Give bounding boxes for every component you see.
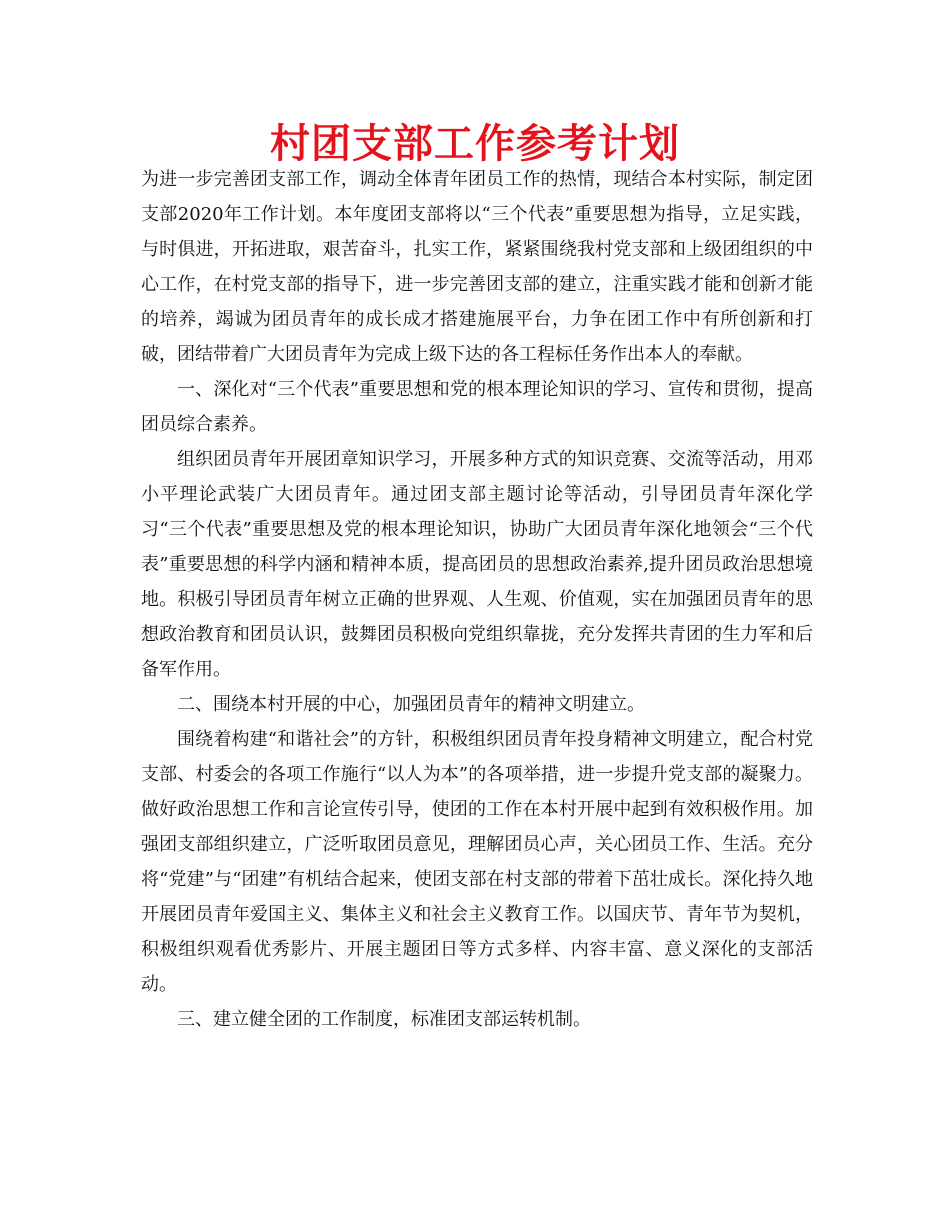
section-heading-2: 二、围绕本村开展的中心，加强团员青年的精神文明建立。	[177, 694, 645, 715]
section-body-2: 围绕着构建“和谐社会”的方针，积极组织团员青年投身精神文明建立，配合村党支部、村委会的各项工作施行“以人为本”的各项举措，进一步提升党支部的凝聚力。做好政治思想工作和言论宣传引导，使团的工作在本村开展中起到有效积极作用。加强团支部组织建立，广泛听取团员意见，理解团员心声，关心团员工作、生活。充分将“党建”与“团建”有机结合起来，使团支部在村支部的带着下茁壮成长。深化持久地开展团员青年爱国主义、集体主义和社会主义教育工作。以国庆节、青年节为契机，积极组织观看优秀影片、开展主题团日等方式多样、内容丰富、意义深化的支部活动。	[141, 729, 813, 995]
section-heading-3: 三、建立健全团的工作制度，标准团支部运转机制。	[177, 1009, 591, 1030]
section-body-1: 组织团员青年开展团章知识学习，开展多种方式的知识竞赛、交流等活动，用邓小平理论武装广大团员青年。通过团支部主题讨论等活动，引导团员青年深化学习“三个代表”重要思想及党的根本理论知识，协助广大团员青年深化地领会“三个代表”重要思想的科学内涵和精神本质，提高团员的思想政治素养,提升团员政治思想境地。积极引导团员青年树立正确的世界观、人生观、价值观，实在加强团员青年的思想政治教育和团员认识，鼓舞团员积极向党组织靠拢，充分发挥共青团的生力军和后备军作用。	[141, 449, 813, 680]
intro-paragraph: 为进一步完善团支部工作，调动全体青年团员工作的热情，现结合本村实际，制定团支部2020年工作计划。本年度团支部将以“三个代表”重要思想为指导，立足实践，与时俱进，开拓进取，艰苦奋斗，扎实工作，紧紧围绕我村党支部和上级团组织的中心工作，在村党支部的指导下，进一步完善团支部的建立，注重实践才能和创新才能的培养，竭诚为团员青年的成长成才搭建施展平台，力争在团工作中有所创新和打破，团结带着广大团员青年为完成上级下达的各工程标任务作出本人的奉献。	[141, 169, 813, 365]
section-heading-1: 一、深化对“三个代表”重要思想和党的根本理论知识的学习、宣传和贯彻，提高团员综合素养。	[141, 379, 813, 435]
document-body	[141, 162, 813, 1037]
document-title: 村团支部工作参考计划	[270, 121, 680, 167]
